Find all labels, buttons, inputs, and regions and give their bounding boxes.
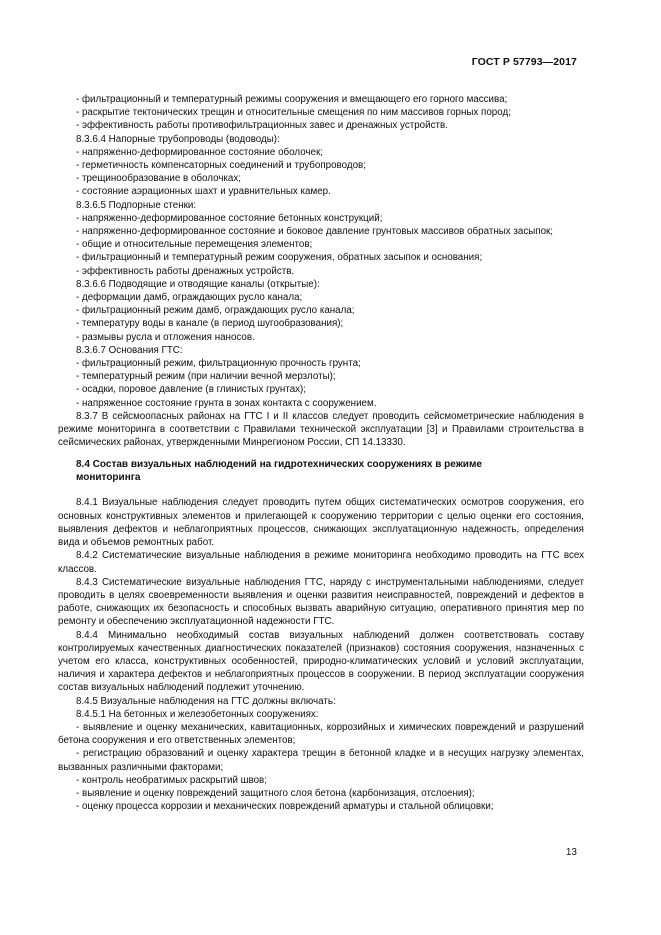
list-item: - герметичность компенсаторных соединений и трубопроводов; [76, 160, 366, 172]
list-item: - трещинообразование в оболочках; [76, 173, 241, 185]
list-item: - раскрытие тектонических трещин и относительные смещения по ним массивов горных пород; [76, 107, 511, 119]
section-heading-8-4 [76, 458, 584, 484]
list-item: - напряженно-деформированное состояние бетонных конструкций; [76, 212, 383, 224]
subsection-heading: 8.3.6.7 Основания ГТС: [76, 344, 183, 356]
list-item: - напряженно-деформированное состояние оболочек; [76, 146, 323, 158]
list-item: - эффективность работы дренажных устройств. [76, 265, 295, 277]
subsection-heading: 8.3.6.4 Напорные трубопроводы (водоводы): [76, 133, 280, 145]
list-item: - состояние аэрационных шахт и уравнительных камер. [76, 186, 331, 198]
paragraph-8-4-2: 8.4.2 Систематические визуальные наблюдения в режиме мониторинга необходимо проводить на ГТС всех классов. [58, 550, 584, 575]
list-item: - напряженное состояние грунта в зонах контакта с сооружением. [76, 397, 377, 409]
subsection-heading: 8.3.6.6 Подводящие и отводящие каналы (открытые): [76, 278, 320, 290]
paragraph-8-4-4: 8.4.4 Минимально необходимый состав визуальных наблюдений должен соответствовать составу контролируемых качественных диагностических показателей (признаков) состояния сооружения, назначенных с учетом его класса, конструктивных особенностей, природно-климатических условий и условий эксплуатации, наличия и характера дефектов и неблагоприятных процессов в сооружении. В период эксплуатации сооружения состав визуальных наблюдений подлежит уточнению. [58, 629, 584, 694]
list-item: - температуру воды в канале (в период шугообразования); [76, 318, 344, 330]
subsection-heading: 8.3.6.5 Подпорные стенки: [76, 199, 197, 211]
list-item: - фильтрационный и температурный режим сооружения, обратных засыпок и основания; [76, 252, 483, 264]
section-title-line: 8.4 Состав визуальных наблюдений на гидротехнических сооружениях в режиме [76, 459, 482, 471]
list-item: - контроль необратимых раскрытий швов; [76, 774, 267, 786]
section-title-line: мониторинга [76, 472, 141, 484]
paragraph-8-3-7: 8.3.7 В сейсмоопасных районах на ГТС I и II классов следует проводить сейсмометрические наблюдения в режиме мониторинга в соответствии с Правилами технической эксплуатации [3] и Правилами строительства в сейсмических районах, утвержденными Минрегионом России, СП 14.13330. [58, 410, 584, 449]
list-item: - фильтрационный режим, фильтрационную прочность грунта; [76, 358, 361, 370]
list-item: - температурный режим (при наличии вечной мерзлоты); [76, 371, 336, 383]
list-item: - размывы русла и отложения наносов. [76, 331, 255, 343]
page-number: 13 [565, 847, 577, 858]
list-block-3 [58, 774, 584, 814]
list-item-wrapped: - выявление и оценку механических, кавитационных, коррозийных и химических повреждений и разрушений бетона сооружения и его ответственных элементов; [58, 721, 584, 747]
list-item: - общие и относительные перемещения элементов; [76, 239, 313, 251]
page-content [58, 93, 584, 813]
list-block-2 [58, 238, 584, 410]
list-item: - деформации дамб, ограждающих русло канала; [76, 292, 303, 304]
list-item-wrapped: - регистрацию образований и оценку характера трещин в бетонной кладке и в несущих нагрузку элементах, вызванных различными факторами; [58, 748, 584, 773]
list-item: - оценку процесса коррозии и механических повреждений арматуры и стальной облицовки; [76, 801, 494, 813]
list-item: - осадки, поровое давление (в глинистых грунтах); [76, 384, 307, 396]
list-item-wrapped: - напряженно-деформированное состояние и боковое давление грунтовых массивов обратных засыпок; [76, 226, 554, 238]
list-item: - фильтрационный режим дамб, ограждающих русло канала; [76, 305, 355, 317]
list-item: - эффективность работы противофильтрационных завес и дренажных устройств. [76, 120, 448, 132]
paragraph-8-4-5-1: 8.4.5.1 На бетонных и железобетонных сооружениях: [76, 708, 319, 720]
list-item: - выявление и оценку повреждений защитного слоя бетона (карбонизация, отслоения); [76, 787, 475, 799]
paragraph-8-4-3: 8.4.3 Систематические визуальные наблюдения ГТС, наряду с инструментальными наблюдениями, следует проводить в целях своевременности выявления и оценки развития неисправностей, повреждений и дефектов в работе, снижающих их безопасность и способных вызвать аварийную ситуацию, оперативного принятия мер по ремонту и обеспечению эксплуатационной надежности ГТС. [58, 576, 584, 628]
list-item: - фильтрационный и температурный режимы сооружения и вмещающего его горного массива; [76, 94, 508, 105]
standard-header: ГОСТ Р 57793—2017 [471, 56, 577, 68]
paragraph-8-4-1: 8.4.1 Визуальные наблюдения следует проводить путем общих систематических осмотров сооружения, его основных конструктивных элементов и прилегающей к сооружению территории с целью оценки его состояния, выявления дефектов и неблагоприятных процессов, снижающих эксплуатационную надежность, определения вида и объемов ремонтных работ. [58, 497, 584, 549]
paragraph-8-4-5: 8.4.5 Визуальные наблюдения на ГТС должны включать: [76, 695, 336, 707]
list-block-1 [58, 93, 584, 225]
